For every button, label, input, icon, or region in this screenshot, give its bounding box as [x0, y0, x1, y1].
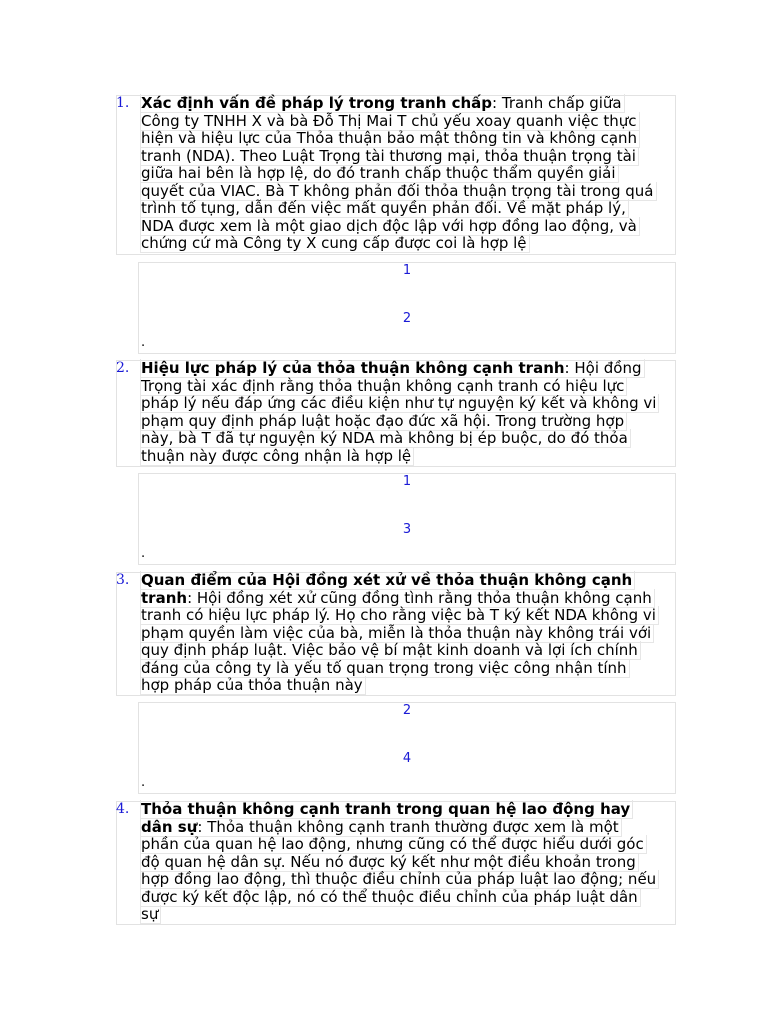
text-line: Hiệu lực pháp lý của thỏa thuận không cạnh tranh: Hội đồng — [140, 360, 676, 378]
text-line: hợp pháp của thỏa thuận này — [140, 677, 676, 695]
footnote-link[interactable]: 1 — [402, 474, 412, 489]
footnote-box — [138, 473, 676, 565]
text-line: Công ty TNHH X và bà Đỗ Thị Mai T chủ yếu xoay quanh việc thực — [140, 113, 676, 131]
text-line: Thỏa thuận không cạnh tranh trong quan hệ lao động hay — [140, 801, 676, 819]
list-number: 1. — [116, 95, 130, 111]
footnote-link[interactable]: 1 — [402, 263, 412, 278]
text-line: độ quan hệ dân sự. Nếu nó được ký kết như một điều khoản trong — [140, 854, 676, 872]
text-line: hiện và hiệu lực của Thỏa thuận bảo mật thông tin và không cạnh — [140, 130, 676, 148]
text-line: hợp đồng lao động, thì thuộc điều chỉnh của pháp luật lao động; nếu — [140, 871, 676, 889]
text-line: Xác định vấn đề pháp lý trong tranh chấp: Tranh chấp giữa — [140, 95, 676, 113]
text-line: quyết của VIAC. Bà T không phản đối thỏa thuận trọng tài trong quá — [140, 183, 676, 201]
paragraph-text — [140, 572, 676, 695]
text-line: phạm quyền làm việc của bà, miễn là thỏa thuận này không trái với — [140, 625, 676, 643]
list-number: 2. — [116, 360, 130, 376]
list-number: 4. — [116, 801, 130, 817]
list-number: 3. — [116, 572, 130, 588]
text-line: tranh: Hội đồng xét xử cũng đồng tình rằng thỏa thuận không cạnh — [140, 590, 676, 608]
text-line: dân sự: Thỏa thuận không cạnh tranh thường được xem là một — [140, 819, 676, 837]
text-line: đáng của công ty là yếu tố quan trọng trong việc công nhận tính — [140, 660, 676, 678]
sentence-end: . — [141, 775, 146, 790]
text-line: sự — [140, 906, 676, 924]
text-line: NDA được xem là một giao dịch độc lập với hợp đồng lao động, và — [140, 218, 676, 236]
text-line: thuận này được công nhận là hợp lệ — [140, 448, 676, 466]
text-line: chứng cứ mà Công ty X cung cấp được coi là hợp lệ — [140, 235, 676, 253]
paragraph-text — [140, 360, 676, 465]
text-line: tranh (NDA). Theo Luật Trọng tài thương mại, thỏa thuận trọng tài — [140, 148, 676, 166]
text-line: phạm quy định pháp luật hoặc đạo đức xã hội. Trong trường hợp — [140, 413, 676, 431]
text-line: được ký kết độc lập, nó có thể thuộc điều chỉnh của pháp luật dân — [140, 889, 676, 907]
text-line: này, bà T đã tự nguyện ký NDA mà không bị ép buộc, do đó thỏa — [140, 430, 676, 448]
text-line: pháp lý nếu đáp ứng các điều kiện như tự nguyện ký kết và không vi — [140, 395, 676, 413]
text-line: Quan điểm của Hội đồng xét xử về thỏa thuận không cạnh — [140, 572, 676, 590]
footnote-link[interactable]: 2 — [402, 311, 412, 326]
footnote-link[interactable]: 2 — [402, 703, 412, 718]
text-line: phần của quan hệ lao động, nhưng cũng có thể được hiểu dưới góc — [140, 836, 676, 854]
text-line: tranh có hiệu lực pháp lý. Họ cho rằng việc bà T ký kết NDA không vi — [140, 607, 676, 625]
footnote-link[interactable]: 4 — [402, 751, 412, 766]
footnote-link[interactable]: 3 — [402, 522, 412, 537]
paragraph-text — [140, 95, 676, 253]
text-line: trình tố tụng, dẫn đến việc mất quyền phản đối. Về mặt pháp lý, — [140, 200, 676, 218]
footnote-box — [138, 262, 676, 354]
text-line: Trọng tài xác định rằng thỏa thuận không cạnh tranh có hiệu lực — [140, 378, 676, 396]
paragraph-text — [140, 801, 676, 924]
sentence-end: . — [141, 546, 146, 561]
text-line: giữa hai bên là hợp lệ, do đó tranh chấp thuộc thẩm quyền giải — [140, 165, 676, 183]
text-line: quy định pháp luật. Việc bảo vệ bí mật kinh doanh và lợi ích chính — [140, 642, 676, 660]
sentence-end: . — [141, 335, 146, 350]
footnote-box — [138, 702, 676, 794]
